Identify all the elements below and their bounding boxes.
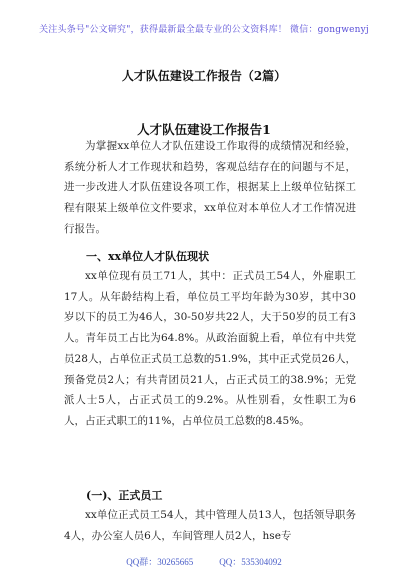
promo-banner: 关注头条号"公文研究"，获得最新最全最专业的公文资料库！ 微信：gongwenyj (39, 25, 369, 35)
section-title: 人才队伍建设工作报告1 (137, 122, 271, 137)
regular-staff-paragraph: xx单位正式员工54人，其中管理人员13人，包括领导职务4人，办公室人员6人，车间管理人员2人，hse专 (64, 509, 356, 542)
qq-number-text: QQ：535304092 (219, 557, 282, 567)
intro-paragraph: 为掌握xx单位人才队伍建设工作取得的成绩情况和经验，系统分析人才工作现状和趋势，客观总结存在的问题与不足，进一步改进人才队伍建设各项工作，根据某上上级单位钻探工程有限某上级单位文件要求，xx单位对本单位人才工作情况进行报告。 (64, 140, 356, 235)
heading-talent-status: 一、xx单位人才队伍现状 (86, 250, 210, 263)
qq-group-text: QQ群：30265665 (126, 557, 194, 567)
heading-regular-staff: (一)、正式员工 (86, 489, 163, 502)
status-paragraph: xx单位现有员工71人，其中：正式员工54人，外雇职工17人。从年龄结构上看，单位员工平均年龄为30岁，其中30岁以下的员工为46人，30-50岁共22人，大于50岁的员工有3人。青年员工占比为64.8%。从政治面貌上看，单位有中共党员28人，占单位正式员工总数的51.9%，其中正式党员26人，预备党员2人；有共青团员21人，占正式员工的38.9%；无党派人士5人，占正式员工的9.2%。从性别看，女性职工为6人，占正式职工的11%，占单位员工总数的8.45%。 (64, 270, 356, 427)
document-title: 人才队伍建设工作报告（2篇） (121, 69, 287, 83)
footer-contact (0, 555, 408, 568)
